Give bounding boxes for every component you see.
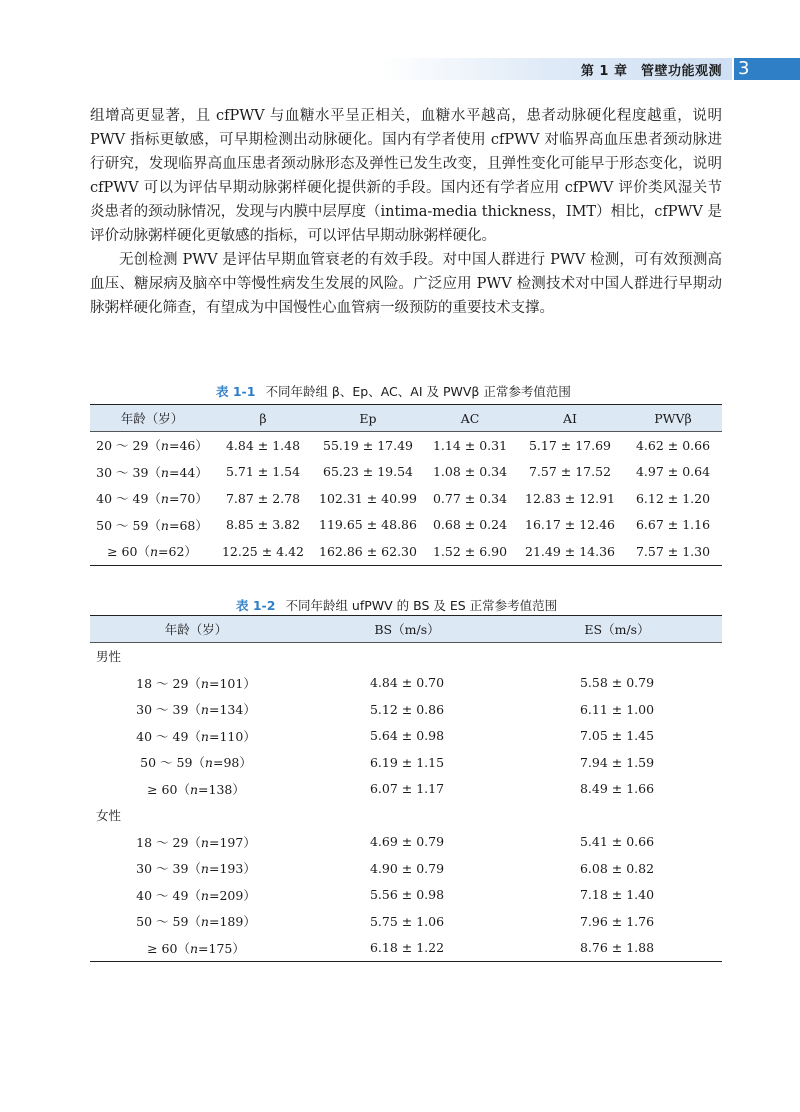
- value-cell: 162.86 ± 62.30: [312, 538, 424, 565]
- table-2-row: [90, 935, 722, 962]
- table-1: [90, 404, 722, 566]
- male-group-label: 男性: [96, 649, 122, 665]
- value-cell: 119.65 ± 48.86: [319, 517, 417, 533]
- paragraph-2: 无创检测 PWV 是评估早期血管衰老的有效手段。对中国人群进行 PWV 检测，可有效预测高血压、糖尿病及脑卒中等慢性病发生发展的风险。广泛应用 PWV 检测技术对中国人群进行早期动脉粥样硬化筛查，有望成为中国慢性心血管病一级预防的重要技术支撑。: [90, 252, 722, 316]
- age-range: 50 ～ 59（: [96, 517, 161, 533]
- table-1-row: [90, 459, 722, 486]
- age-cell: [90, 670, 302, 697]
- age-cell: [90, 935, 302, 962]
- age-cell: [90, 855, 302, 882]
- sample-size-symbol: n: [160, 491, 169, 507]
- sample-size: =193）: [208, 861, 256, 877]
- es-cell: 8.76 ± 1.88: [512, 935, 722, 962]
- age-cell: [90, 459, 214, 486]
- sample-size-symbol: n: [189, 781, 199, 797]
- sample-size-symbol: n: [160, 464, 169, 480]
- bs-cell: 5.12 ± 0.86: [369, 701, 445, 717]
- sample-size-symbol: n: [200, 702, 209, 718]
- es-cell: 7.18 ± 1.40: [579, 887, 655, 903]
- age-range: 30 ～ 39（: [136, 702, 201, 718]
- value-cell: 4.84 ± 1.48: [225, 437, 301, 453]
- sample-size-symbol: n: [200, 887, 209, 903]
- value-cell: 7.87 ± 2.78: [225, 490, 301, 506]
- table-1-header-ai: AI: [516, 405, 624, 432]
- table-2-row: [90, 749, 722, 776]
- paragraph-1: 组增高更显著，且 cfPWV 与血糖水平呈正相关，血糖水平越高，患者动脉硬化程度越重，说明 PWV 指标更敏感，可早期检测出动脉硬化。国内有学者使用 cfPWV 对临界高血压患者颈动脉进行研究，发现临界高血压患者颈动脉形态及弹性已发生改变，且弹性变化可能早于形态变化，说明 cfPWV 可以为评估早期动脉粥样硬化提供新的手段。国内还有学者应用 cfPWV 评价类风湿关节炎患者的颈动脉情况，发现与内膜中层厚度（intima-media thickness，IMT）相比，cfPWV 是评价动脉粥样硬化更敏感的指标，可以评估早期动脉粥样硬化。: [90, 108, 722, 244]
- es-cell: 7.05 ± 1.45: [579, 728, 655, 744]
- age-cell: [90, 512, 214, 539]
- sample-size: =101）: [208, 675, 256, 691]
- bs-cell: 5.64 ± 0.98: [369, 728, 445, 744]
- table-1-row: [90, 512, 722, 539]
- sample-size-symbol: n: [200, 728, 209, 744]
- age-cell: [90, 485, 214, 512]
- es-cell: 6.11 ± 1.00: [579, 701, 655, 717]
- es-cell: 7.94 ± 1.59: [579, 754, 655, 770]
- table-2-header-es: ES（m/s）: [512, 616, 722, 643]
- running-header: [380, 58, 800, 80]
- table-1-row: [90, 432, 722, 459]
- table-2-row: [90, 670, 722, 697]
- table-2-header-bs: BS（m/s）: [302, 616, 512, 643]
- bs-cell: 4.69 ± 0.79: [369, 834, 445, 850]
- value-cell: 65.23 ± 19.54: [323, 464, 413, 480]
- table-2-number: 表 1-2: [236, 598, 276, 613]
- value-cell: 5.17 ± 17.69: [528, 437, 612, 453]
- sample-size: =138）: [198, 781, 245, 797]
- value-cell: 6.12 ± 1.20: [635, 490, 711, 506]
- sample-size-symbol: n: [200, 861, 209, 877]
- sample-size-symbol: n: [149, 544, 159, 560]
- value-cell: 7.57 ± 17.52: [528, 464, 612, 480]
- table-1-header-ep: Ep: [312, 405, 424, 432]
- body-text: [90, 104, 722, 320]
- bs-cell: 4.90 ± 0.79: [369, 860, 445, 876]
- sample-size-symbol: n: [200, 834, 209, 850]
- table-2-row: [90, 829, 722, 856]
- sample-size: =209）: [208, 887, 256, 903]
- table-1-header-age: 年龄（岁）: [90, 405, 214, 432]
- table-1-header-beta: β: [214, 405, 312, 432]
- value-cell: 21.49 ± 14.36: [516, 538, 624, 565]
- value-cell: 1.14 ± 0.31: [432, 437, 508, 453]
- age-cell: [90, 723, 302, 750]
- age-range: 18 ～ 29（: [136, 675, 201, 691]
- value-cell: 55.19 ± 17.49: [323, 437, 413, 453]
- age-cell: [90, 432, 214, 459]
- bs-cell: 6.07 ± 1.17: [369, 781, 445, 797]
- table-1-header-row: [90, 405, 722, 432]
- value-cell: 0.77 ± 0.34: [432, 490, 508, 506]
- value-cell: 6.67 ± 1.16: [635, 517, 711, 533]
- value-cell: 12.83 ± 12.91: [525, 490, 615, 506]
- es-cell: 6.08 ± 0.82: [579, 860, 655, 876]
- age-range: ≥ 60（: [147, 940, 190, 956]
- page-number-divider: [732, 58, 734, 80]
- age-range: 40 ～ 49（: [136, 728, 201, 744]
- age-range: 30 ～ 39（: [96, 464, 161, 480]
- age-range: 40 ～ 49（: [96, 491, 161, 507]
- sample-size-symbol: n: [204, 755, 213, 771]
- table-2-row: [90, 723, 722, 750]
- age-range: ≥ 60（: [107, 544, 150, 560]
- sample-size-symbol: n: [160, 438, 169, 454]
- value-cell: 102.31 ± 40.99: [319, 490, 417, 506]
- bs-cell: 4.84 ± 0.70: [369, 675, 445, 691]
- table-2: [90, 615, 722, 962]
- sample-size-symbol: n: [200, 914, 209, 930]
- bs-cell: 6.19 ± 1.15: [369, 754, 445, 770]
- age-cell: [90, 829, 302, 856]
- sample-size: =197）: [208, 834, 256, 850]
- chapter-title: 第 1 章 管壁功能观测: [580, 64, 722, 79]
- age-cell: [90, 882, 302, 909]
- table-2-row: [90, 855, 722, 882]
- table-1-caption: [216, 382, 571, 400]
- sample-size: =44）: [168, 464, 208, 480]
- table-2-header-row: [90, 616, 722, 643]
- value-cell: 16.17 ± 12.46: [525, 517, 615, 533]
- sample-size: =98）: [212, 755, 252, 771]
- value-cell: 4.97 ± 0.64: [635, 464, 711, 480]
- value-cell: 1.52 ± 6.90: [424, 538, 516, 565]
- value-cell: 0.68 ± 0.24: [432, 517, 508, 533]
- male-group-row: [90, 643, 722, 670]
- age-range: 20 ～ 29（: [96, 438, 161, 454]
- table-1-title: 不同年龄组 β、Ep、AC、AI 及 PWVβ 正常参考值范围: [265, 384, 571, 399]
- table-1-header-pwvb: PWVβ: [624, 405, 722, 432]
- table-1-row: [90, 485, 722, 512]
- table-2-row: [90, 776, 722, 803]
- table-2-header-age: 年龄（岁）: [90, 616, 302, 643]
- sample-size-symbol: n: [200, 675, 209, 691]
- age-range: 40 ～ 49（: [136, 887, 201, 903]
- table-2-row: [90, 696, 722, 723]
- sample-size: =62）: [158, 544, 197, 560]
- sample-size: =46）: [168, 438, 208, 454]
- age-range: 50 ～ 59（: [136, 914, 201, 930]
- value-cell: 1.08 ± 0.34: [432, 464, 508, 480]
- sample-size: =70）: [168, 491, 208, 507]
- age-cell: [90, 696, 302, 723]
- table-1-number: 表 1-1: [216, 384, 256, 399]
- age-cell: [90, 908, 302, 935]
- sample-size: =68）: [168, 517, 208, 533]
- age-range: ≥ 60（: [147, 781, 190, 797]
- table-2-caption: [236, 596, 557, 614]
- bs-cell: 5.75 ± 1.06: [369, 913, 445, 929]
- sample-size: =110）: [208, 728, 256, 744]
- es-cell: 5.58 ± 0.79: [579, 675, 655, 691]
- value-cell: 8.85 ± 3.82: [225, 517, 301, 533]
- table-1-header-ac: AC: [424, 405, 516, 432]
- age-range: 30 ～ 39（: [136, 861, 201, 877]
- es-cell: 7.96 ± 1.76: [579, 913, 655, 929]
- age-range: 18 ～ 29（: [136, 834, 201, 850]
- page-number: 3: [738, 58, 750, 79]
- bs-cell: 6.18 ± 1.22: [302, 935, 512, 962]
- value-cell: 5.71 ± 1.54: [225, 464, 301, 480]
- female-group-label: 女性: [96, 808, 122, 824]
- sample-size-symbol: n: [189, 940, 199, 956]
- sample-size: =189）: [208, 914, 256, 930]
- table-2-row: [90, 882, 722, 909]
- sample-size-symbol: n: [160, 517, 169, 533]
- table-2-row: [90, 908, 722, 935]
- value-cell: 4.62 ± 0.66: [635, 437, 711, 453]
- age-range: 50 ～ 59（: [140, 755, 205, 771]
- value-cell: 7.57 ± 1.30: [624, 538, 722, 565]
- age-cell: [90, 776, 302, 803]
- age-cell: [90, 538, 214, 565]
- sample-size: =175）: [198, 940, 245, 956]
- table-2-title: 不同年龄组 ufPWV 的 BS 及 ES 正常参考值范围: [285, 598, 558, 613]
- page-number-box: [732, 58, 800, 80]
- es-cell: 5.41 ± 0.66: [579, 834, 655, 850]
- bs-cell: 5.56 ± 0.98: [369, 887, 445, 903]
- age-cell: [90, 749, 302, 776]
- table-1-row: [90, 538, 722, 565]
- value-cell: 12.25 ± 4.42: [214, 538, 312, 565]
- female-group-row: [90, 802, 722, 829]
- sample-size: =134）: [208, 702, 256, 718]
- es-cell: 8.49 ± 1.66: [579, 781, 655, 797]
